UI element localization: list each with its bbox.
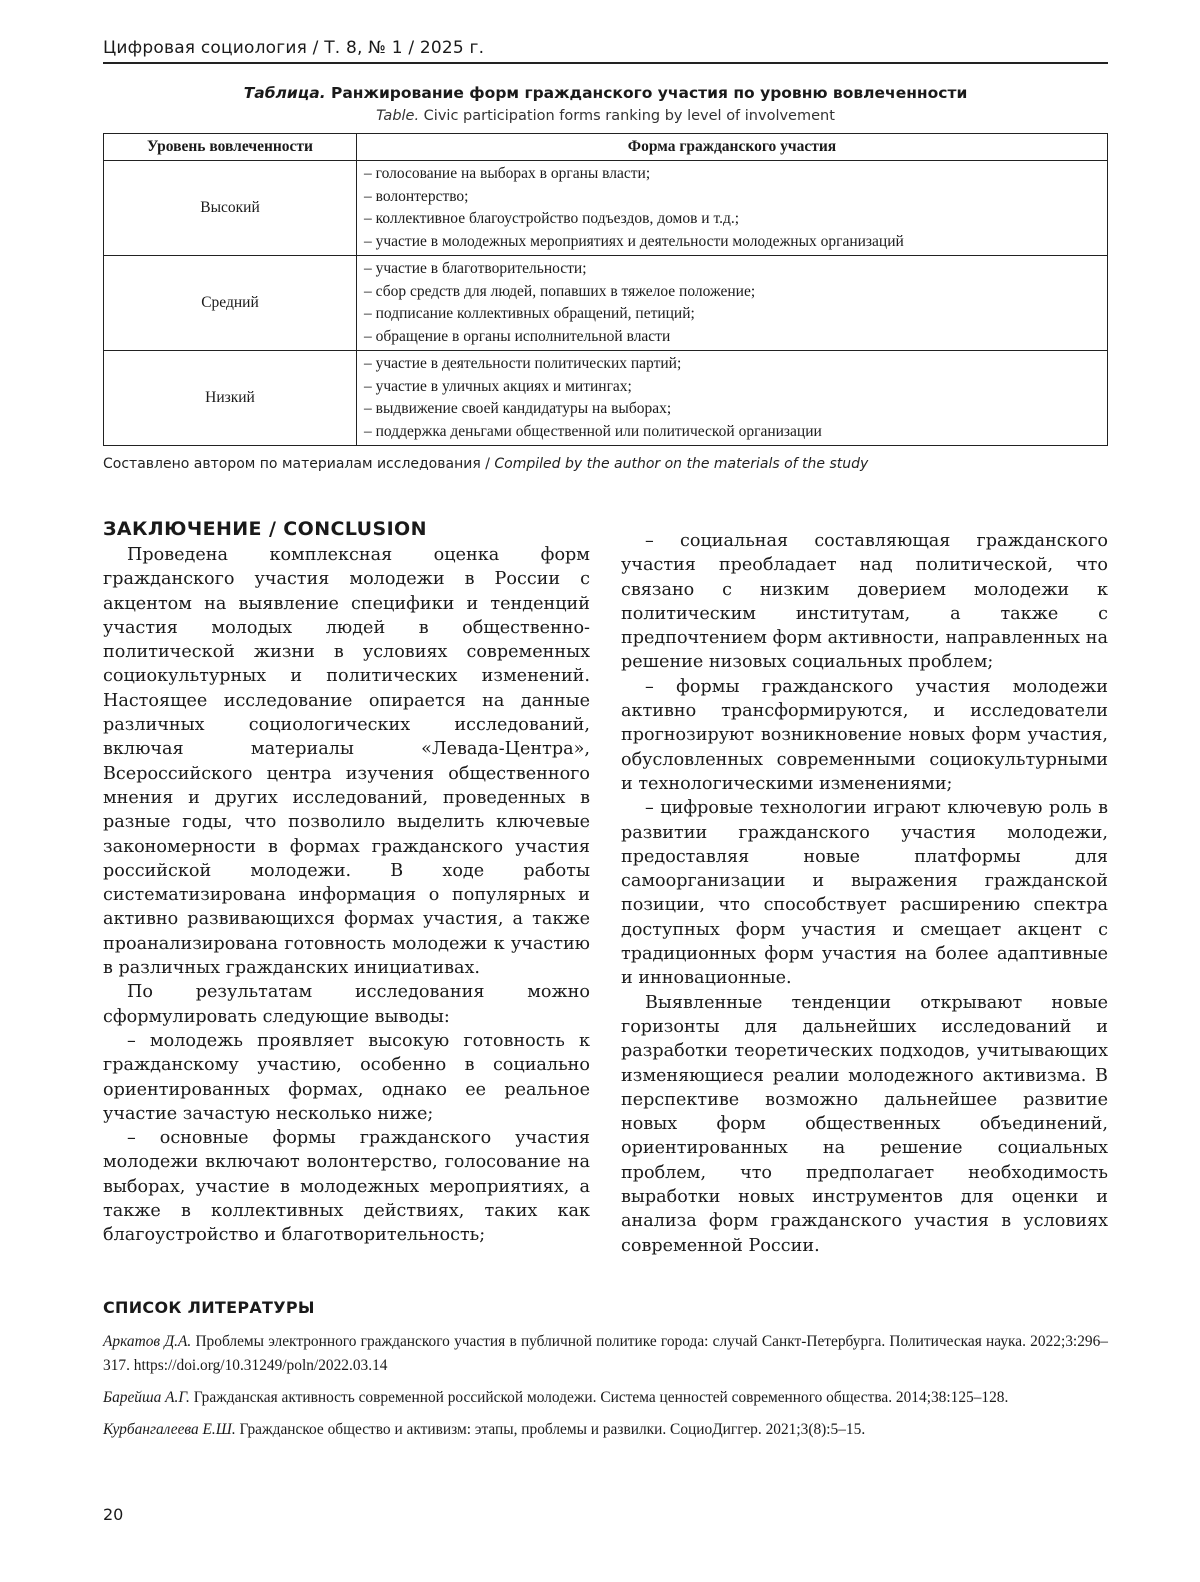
- form-item: – коллективное благоустройство подъездов, домов и т.д.;: [364, 210, 740, 227]
- reference-item: [103, 1418, 1108, 1442]
- level-cell: Низкий: [104, 351, 357, 446]
- list-item: – основные формы гражданского участия молодежи включают волонтерство, голосование на выборах, участие в молодежных мероприятиях, а также в коллективных действиях, таких как благоустройство и благотворительность;: [103, 1128, 590, 1246]
- reference-text: Гражданская активность современной российской молодежи. Система ценностей современного общества. 2014;38:125–128.: [189, 1389, 1009, 1406]
- reference-author: Курбангалеева Е.Ш.: [103, 1421, 236, 1438]
- participation-ranking-table: [103, 133, 1108, 446]
- table-row: [104, 351, 1108, 446]
- form-item: – голосование на выборах в органы власти;: [364, 165, 651, 182]
- table-source-en: Compiled by the author on the materials of the study: [494, 456, 869, 472]
- form-item: – сбор средств для людей, попавших в тяжелое положение;: [364, 282, 756, 300]
- table-header-row: [104, 134, 1108, 161]
- table-caption-en-text: Civic participation forms ranking by level of involvement: [419, 108, 835, 124]
- table-caption-en-label: Table.: [376, 108, 420, 124]
- list-item: – формы гражданского участия молодежи активно трансформируются, и исследователи прогнозируют возникновение новых форм участия, обусловленных современными социокультурными и технологическими изменениями;: [621, 676, 1108, 794]
- forms-cell: [357, 256, 1108, 351]
- form-item: – участие в деятельности политических партий;: [364, 355, 682, 372]
- form-item: – волонтерство;: [364, 187, 469, 205]
- paragraph: Проведена комплексная оценка форм гражданского участия молодежи в России с акцентом на выявление специфики и тенденций участия молодых людей в общественно-политической жизни в условиях современных социокультурных и политических изменений. Настоящее исследование опирается на данные различных социологических исследований, включая материалы «Левада-Центра», Всероссийского центра изучения общественного мнения и других исследований, проведенных в разные годы, что позволило выделить ключевые закономерности в формах гражданского участия российской молодежи. В ходе работы систематизирована информация о популярных и активно развивающихся формах участия, а также проанализирована готовность молодежи к участию в различных гражданских инициативах.: [103, 545, 590, 979]
- list-item: – молодежь проявляет высокую готовность к гражданскому участию, особенно в социально ориентированных формах, однако ее реальное участие зачастую несколько ниже;: [103, 1030, 590, 1124]
- table-caption-label: Таблица.: [243, 84, 326, 102]
- reference-item: [103, 1386, 1108, 1410]
- form-item: – участие в благотворительности;: [364, 260, 587, 277]
- table-source-note: [103, 456, 1108, 472]
- table-row: [104, 161, 1108, 256]
- column-header-form: Форма гражданского участия: [357, 134, 1108, 161]
- reference-author: Барейша А.Г.: [103, 1389, 190, 1406]
- forms-cell: [357, 161, 1108, 256]
- paragraph: По результатам исследования можно сформулировать следующие выводы:: [103, 982, 590, 1027]
- form-item: – подписание коллективных обращений, петиций;: [364, 305, 695, 322]
- references-heading: СПИСОК ЛИТЕРАТУРЫ: [103, 1298, 315, 1317]
- forms-cell: [357, 351, 1108, 446]
- list-item: – социальная составляющая гражданского участия преобладает над политической, что связано с низким доверием молодежи к политическим институтам, а также с предпочтением форм активности, направленных на решение низовых социальных проблем;: [621, 531, 1108, 673]
- paragraph: Выявленные тенденции открывают новые горизонты для дальнейших исследований и разработки теоретических подходов, учитывающих изменяющиеся реалии молодежного активизма. В перспективе возможно дальнейшее развитие новых форм общественных объединений, ориентированных на решение социальных проблем, что предполагает необходимость выработки новых инструментов для оценки и анализа форм гражданского участия в условиях современной России.: [621, 992, 1108, 1256]
- table-caption-en: [103, 108, 1108, 124]
- text-column-right: [621, 529, 1108, 1258]
- column-header-level: Уровень вовлеченности: [104, 134, 357, 161]
- page-number: 20: [103, 1505, 124, 1524]
- form-item: – участие в уличных акциях и митингах;: [364, 377, 632, 395]
- form-item: – участие в молодежных мероприятиях и деятельности молодежных организаций: [364, 232, 904, 250]
- reference-text: Гражданское общество и активизм: этапы, проблемы и развилки. СоциоДиггер. 2021;3(8):5–15.: [235, 1421, 866, 1438]
- list-item: – цифровые технологии играют ключевую роль в развитии гражданского участия молодежи, предоставляя новые платформы для самоорганизации и выражения гражданской позиции, что способствует расширению спектра доступных форм участия и смещает акцент с традиционных форм участия на более адаптивные и инновационные.: [621, 798, 1108, 989]
- text-column-left: [103, 516, 590, 1248]
- table-caption-text: Ранжирование форм гражданского участия по уровню вовлеченности: [325, 84, 968, 102]
- form-item: – обращение в органы исполнительной власти: [364, 327, 671, 345]
- section-heading-conclusion: ЗАКЛЮЧЕНИЕ / CONCLUSION: [103, 518, 427, 540]
- reference-author: Аркатов Д.А.: [103, 1333, 192, 1350]
- reference-text[interactable]: Проблемы электронного гражданского участия в публичной политике города: случай Санкт-Петербурга. Политическая наука. 2022;3:296–317. https://doi.org/10.31249/poln/2022.03.14: [103, 1333, 1108, 1374]
- table-source-ru: Составлено автором по материалам исследования /: [103, 456, 495, 472]
- level-cell: Высокий: [104, 161, 357, 256]
- reference-item: [103, 1330, 1108, 1378]
- form-item: – поддержка деньгами общественной или политической организации: [364, 422, 822, 440]
- table-row: [104, 256, 1108, 351]
- form-item: – выдвижение своей кандидатуры на выборах;: [364, 400, 672, 417]
- level-cell: Средний: [104, 256, 357, 351]
- table-caption: [103, 84, 1108, 102]
- running-head: Цифровая социология / Т. 8, № 1 / 2025 г.: [103, 38, 1108, 64]
